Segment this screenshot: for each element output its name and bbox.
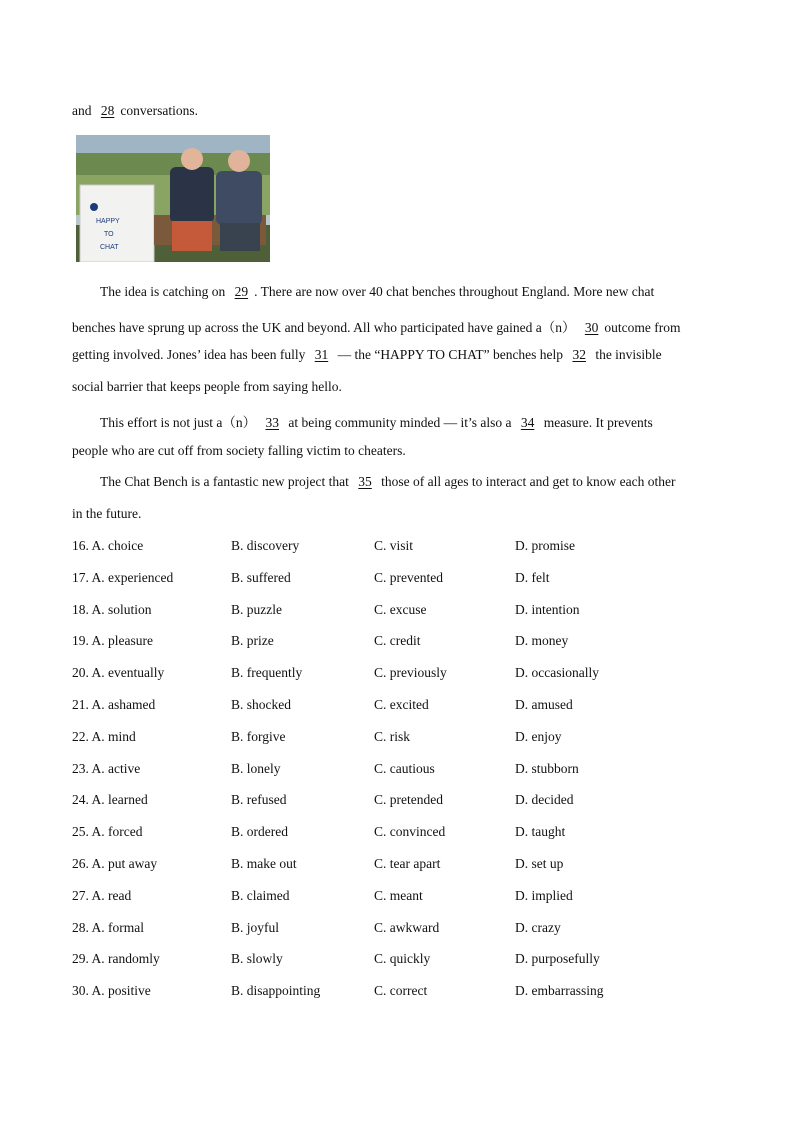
- question-row: [72, 570, 722, 588]
- option-b[interactable]: B. disappointing: [231, 983, 321, 998]
- option-c[interactable]: C. prevented: [374, 570, 443, 585]
- option-a[interactable]: 19. A. pleasure: [72, 633, 153, 648]
- option-b[interactable]: B. ordered: [231, 824, 288, 839]
- text: at being community minded — it’s also a: [288, 415, 512, 430]
- option-d[interactable]: D. taught: [515, 824, 566, 839]
- text: measure. It prevents: [543, 415, 653, 430]
- question-row: [72, 951, 722, 969]
- option-b[interactable]: B. lonely: [231, 761, 281, 776]
- option-c[interactable]: C. previously: [374, 665, 447, 680]
- blank-34: 34: [520, 415, 535, 430]
- option-d[interactable]: D. set up: [515, 856, 564, 871]
- option-a[interactable]: 21. A. ashamed: [72, 697, 156, 712]
- option-a[interactable]: 25. A. forced: [72, 824, 143, 839]
- text: The idea is catching on: [100, 284, 226, 299]
- text: . There are now over 40 chat benches throughout England. More new chat: [254, 284, 655, 299]
- option-c[interactable]: C. meant: [374, 888, 423, 903]
- option-a[interactable]: 23. A. active: [72, 761, 141, 776]
- text: benches have sprung up across the UK and beyond. All who participated have gained a（n）: [72, 320, 576, 335]
- paragraph-1-line-3: [72, 347, 662, 363]
- option-a[interactable]: 20. A. eventually: [72, 665, 165, 680]
- option-b[interactable]: B. joyful: [231, 920, 280, 935]
- paragraph-1-line-2: [72, 316, 680, 336]
- option-a[interactable]: 30. A. positive: [72, 983, 151, 998]
- option-b[interactable]: B. discovery: [231, 538, 300, 553]
- question-row: [72, 761, 722, 779]
- option-d[interactable]: D. purposefully: [515, 951, 600, 966]
- option-d[interactable]: D. implied: [515, 888, 573, 903]
- option-c[interactable]: C. tear apart: [374, 856, 441, 871]
- paragraph-1-line-1: [100, 284, 654, 300]
- sign-text-3: CHAT: [100, 244, 119, 251]
- option-c[interactable]: C. cautious: [374, 761, 435, 776]
- blank-35: 35: [358, 474, 372, 489]
- option-a[interactable]: 24. A. learned: [72, 792, 148, 807]
- option-d[interactable]: D. decided: [515, 792, 574, 807]
- option-b[interactable]: B. shocked: [231, 697, 291, 712]
- option-a[interactable]: 29. A. randomly: [72, 951, 160, 966]
- option-d[interactable]: D. crazy: [515, 920, 561, 935]
- sign-text-2: TO: [104, 231, 114, 238]
- option-a[interactable]: 18. A. solution: [72, 602, 152, 617]
- blank-29: 29: [234, 284, 249, 299]
- question-row: [72, 824, 722, 842]
- question-row: [72, 983, 722, 1001]
- option-d[interactable]: D. money: [515, 633, 569, 648]
- option-d[interactable]: D. amused: [515, 697, 573, 712]
- option-d[interactable]: D. promise: [515, 538, 575, 553]
- option-a[interactable]: 28. A. formal: [72, 920, 144, 935]
- text: people who are cut off from society falling victim to cheaters.: [72, 443, 406, 458]
- option-b[interactable]: B. frequently: [231, 665, 303, 680]
- passage-line-0: [72, 103, 198, 119]
- paragraph-3-line-1: [100, 474, 675, 490]
- paragraph-2-line-1: [100, 411, 653, 431]
- option-d[interactable]: D. felt: [515, 570, 550, 585]
- question-row: [72, 888, 722, 906]
- option-b[interactable]: B. puzzle: [231, 602, 282, 617]
- option-b[interactable]: B. make out: [231, 856, 297, 871]
- question-row: [72, 920, 722, 938]
- question-row: [72, 602, 722, 620]
- question-row: [72, 856, 722, 874]
- blank-31: 31: [314, 347, 329, 362]
- option-c[interactable]: C. visit: [374, 538, 414, 553]
- text: in the future.: [72, 506, 142, 521]
- option-d[interactable]: D. stubborn: [515, 761, 579, 776]
- blank-32: 32: [572, 347, 586, 362]
- text: — the “HAPPY TO CHAT” benches help: [337, 347, 564, 362]
- text: those of all ages to interact and get to know each other: [381, 474, 676, 489]
- question-row: [72, 729, 722, 747]
- option-c[interactable]: C. credit: [374, 633, 421, 648]
- option-a[interactable]: 27. A. read: [72, 888, 132, 903]
- option-b[interactable]: B. claimed: [231, 888, 290, 903]
- question-row: [72, 633, 722, 651]
- option-a[interactable]: 16. A. choice: [72, 538, 144, 553]
- blank-33: 33: [265, 415, 279, 430]
- paragraph-3-line-2: [72, 506, 141, 522]
- paragraph-1-line-4: [72, 379, 342, 395]
- option-d[interactable]: D. occasionally: [515, 665, 599, 680]
- option-b[interactable]: B. prize: [231, 633, 274, 648]
- blank-28: 28: [100, 103, 115, 118]
- option-b[interactable]: B. refused: [231, 792, 287, 807]
- text: the invisible: [595, 347, 662, 362]
- option-c[interactable]: C. correct: [374, 983, 428, 998]
- chat-bench-illustration: [76, 135, 270, 262]
- text: outcome from: [604, 320, 681, 335]
- text: This effort is not just a（n）: [100, 415, 257, 430]
- option-c[interactable]: C. excited: [374, 697, 429, 712]
- option-c[interactable]: C. risk: [374, 729, 411, 744]
- text: social barrier that keeps people from saying hello.: [72, 379, 342, 394]
- option-a[interactable]: 17. A. experienced: [72, 570, 174, 585]
- option-d[interactable]: D. embarrassing: [515, 983, 604, 998]
- option-d[interactable]: D. intention: [515, 602, 580, 617]
- option-c[interactable]: C. awkward: [374, 920, 440, 935]
- option-b[interactable]: B. forgive: [231, 729, 286, 744]
- text: and: [72, 103, 92, 118]
- text: getting involved. Jones’ idea has been fully: [72, 347, 306, 362]
- photo-chat-bench: [76, 135, 270, 262]
- sign-text-1: HAPPY: [96, 218, 120, 225]
- text: The Chat Bench is a fantastic new project that: [100, 474, 349, 489]
- question-row: [72, 665, 722, 683]
- text: conversations.: [120, 103, 198, 118]
- question-row: [72, 792, 722, 810]
- option-c[interactable]: C. convinced: [374, 824, 446, 839]
- option-b[interactable]: B. slowly: [231, 951, 283, 966]
- option-a[interactable]: 26. A. put away: [72, 856, 158, 871]
- blank-30: 30: [584, 320, 599, 335]
- paragraph-2-line-2: [72, 443, 406, 459]
- option-b[interactable]: B. suffered: [231, 570, 291, 585]
- question-row: [72, 538, 722, 556]
- question-row: [72, 697, 722, 715]
- option-c[interactable]: C. excuse: [374, 602, 427, 617]
- option-d[interactable]: D. enjoy: [515, 729, 562, 744]
- option-c[interactable]: C. quickly: [374, 951, 431, 966]
- option-a[interactable]: 22. A. mind: [72, 729, 136, 744]
- option-c[interactable]: C. pretended: [374, 792, 443, 807]
